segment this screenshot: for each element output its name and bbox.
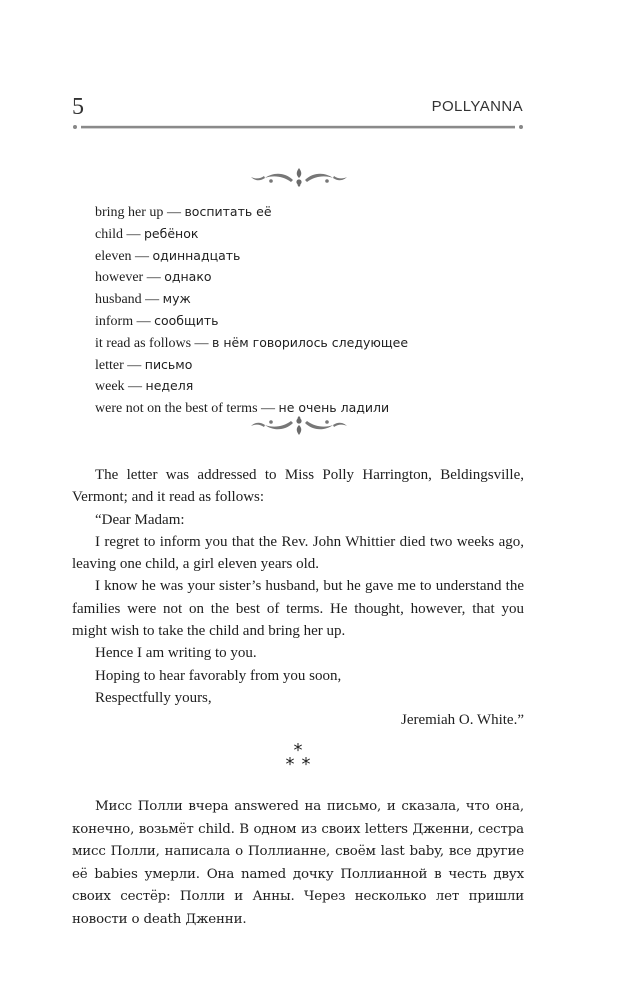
paragraph: Hence I am writing to you. (95, 645, 257, 662)
vocab-en: however (95, 270, 144, 286)
vocab-ru: воспитать её (184, 204, 272, 219)
vocabulary-item: week — неделя (95, 378, 194, 395)
page-number: 5 (72, 94, 84, 120)
vocabulary-item: child — ребёнок (95, 225, 199, 242)
svg-text:*: * (293, 740, 303, 761)
asterism-icon (282, 740, 314, 774)
vocabulary-item: were not on the best of terms — не очень ладили (95, 400, 390, 417)
vocab-en: letter (95, 357, 124, 373)
vocab-ru: неделя (145, 378, 194, 394)
vocab-en: bring her up (95, 205, 164, 220)
vocabulary-item: however — однако (95, 269, 212, 286)
vocab-ru: в нём говорилось следующее (212, 334, 409, 350)
paragraph: Respectfully yours, (95, 689, 212, 706)
vocab-en: inform (95, 313, 134, 329)
vocab-en: child (95, 226, 123, 242)
russian-passage (72, 796, 524, 932)
vocab-ru: ребёнок (144, 225, 199, 241)
header-rule (72, 124, 524, 130)
page-header (72, 93, 523, 123)
vocab-en: eleven (95, 248, 132, 264)
vocab-en: week (95, 379, 125, 395)
vocab-ru: однако (164, 269, 212, 285)
vocabulary-item: bring her up — воспитать её (95, 204, 272, 220)
paragraph: “Dear Madam: (95, 511, 185, 528)
svg-text:*: * (301, 754, 311, 774)
vocab-en: husband (95, 292, 142, 308)
vocabulary-item: husband — муж (95, 291, 191, 308)
vocabulary-item: it read as follows — в нём говорилось следующее (95, 334, 409, 351)
vocab-ru: письмо (144, 356, 193, 372)
paragraph: Hoping to hear favorably from you soon, (95, 667, 342, 684)
paragraph: Мисс Полли вчера answered на письмо, и сказала, что она, конечно, возьмёт child. В одном из своих letters Дженни, сестра мисс Полли, написала о Поллианне, своём last baby, все другие её babies умерли. Она named дочку Поллианной в честь двух своих сестёр: Полли и Анны. Через несколько лет пришли новости о death Дженни. (72, 799, 524, 927)
ornament-divider-top (249, 166, 349, 190)
vocab-en: were not on the best of terms (95, 401, 258, 417)
vocab-ru: одиннадцать (152, 247, 241, 263)
vocabulary-item: inform — сообщить (95, 312, 219, 329)
vocabulary-item: eleven — одиннадцать (95, 247, 241, 264)
paragraph: The letter was addressed to Miss Polly Harrington, Beldingsville, Vermont; and it read as follows: (72, 467, 524, 506)
vocab-en: it read as follows (95, 335, 192, 351)
ornament-divider-bottom (249, 413, 349, 437)
svg-text:*: * (285, 754, 295, 774)
paragraph: I regret to inform you that the Rev. John Whittier died two weeks ago, leaving one child, a girl eleven years old. (72, 533, 524, 573)
vocabulary-list (95, 202, 535, 420)
english-passage (72, 464, 524, 732)
vocabulary-item: letter — письмо (95, 356, 193, 373)
vocab-ru: сообщить (154, 312, 219, 328)
letter-signature: Jeremiah O. White.” (400, 712, 524, 729)
paragraph: I know he was your sister’s husband, but he gave me to understand the families were not on the best of terms. He thought, however, that you might wish to take the child and bring her up. (72, 578, 524, 640)
running-title: POLLYANNA (431, 98, 523, 115)
vocab-ru: не очень ладили (278, 400, 390, 416)
vocab-ru: муж (162, 291, 191, 307)
